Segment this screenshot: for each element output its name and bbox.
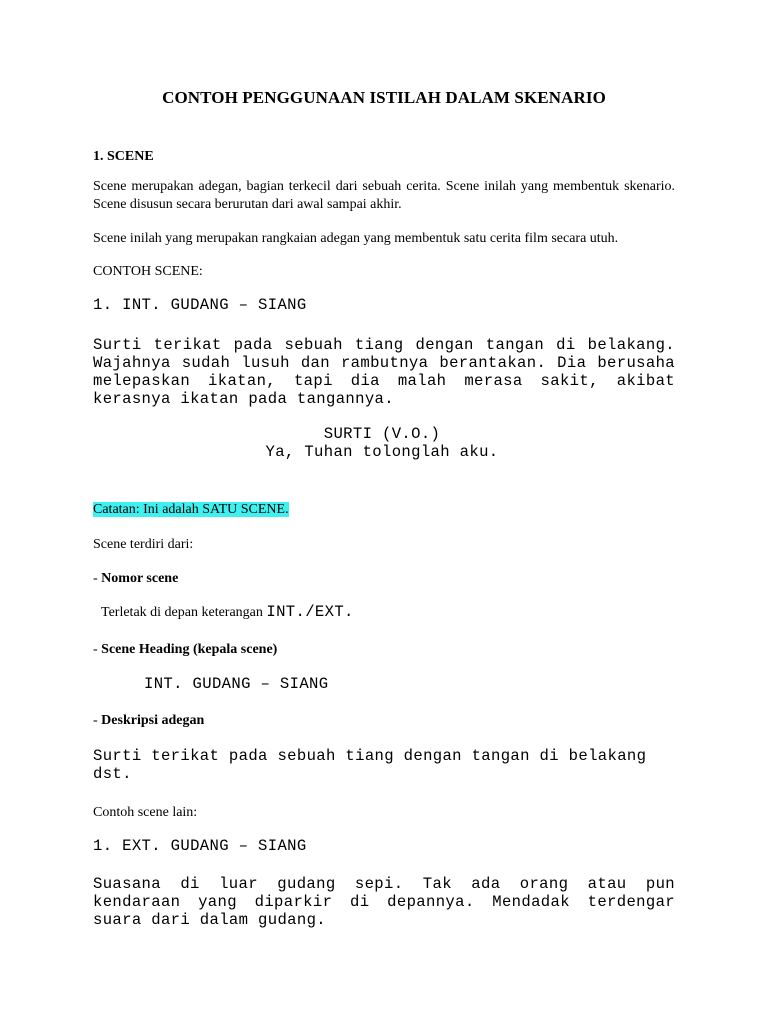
item-label-nomor-scene: Nomor scene (101, 571, 179, 586)
example1-action: Surti terikat pada sebuah tiang dengan tangan di belakang. Wajahnya sudah lusuh dan rambutnya berantakan. Dia berusaha melepaskan ikatan, tapi dia malah merasa sakit, akibat kerasnya ikatan pada tangannya. (93, 336, 675, 408)
contoh-scene-label: CONTOH SCENE: (93, 264, 203, 279)
item-label-scene-heading: Scene Heading (kepala scene) (101, 642, 278, 657)
nomor-desc-text: Terletak di depan keterangan (101, 605, 267, 620)
item-dash: - (93, 642, 102, 657)
section-heading-scene: 1. SCENE (93, 149, 154, 164)
item-label-deskripsi-adegan: Deskripsi adegan (101, 713, 205, 728)
example2-scene-heading: 1. EXT. GUDANG – SIANG (93, 837, 307, 855)
example1-character-name: SURTI (V.O.) (323, 425, 441, 443)
item-nomor-scene-desc (101, 603, 354, 622)
other-scene-label: Contoh scene lain: (93, 805, 198, 820)
example2-action: Suasana di luar gudang sepi. Tak ada orang atau pun kendaraan yang diparkir di depannya. Mendadak terdengar suara dari dalam gudang. (93, 875, 675, 929)
item-dash: - (93, 713, 102, 728)
document-title: CONTOH PENGGUNAAN ISTILAH DALAM SKENARIO (162, 88, 606, 107)
example1-dialogue: Ya, Tuhan tolonglah aku. (265, 443, 499, 461)
deskripsi-example-line2: dst. (93, 765, 132, 783)
deskripsi-example-line1: Surti terikat pada sebuah tiang dengan tangan di belakang (93, 747, 647, 765)
nomor-desc-mono: INT./EXT. (266, 603, 354, 621)
item-nomor-scene (93, 570, 178, 588)
example1-scene-heading: 1. INT. GUDANG – SIANG (93, 296, 307, 314)
item-deskripsi-adegan (93, 712, 204, 730)
note-line (93, 501, 289, 519)
paragraph-scene-definition: Scene merupakan adegan, bagian terkecil dari sebuah cerita. Scene inilah yang membentuk skenario. Scene disusun secara berurutan dari awal sampai akhir. (93, 179, 675, 212)
scene-heading-example: INT. GUDANG – SIANG (144, 675, 329, 693)
note-highlight: Catatan: Ini adalah SATU SCENE. (93, 502, 289, 517)
item-dash: - (93, 571, 102, 586)
scene-consists-label: Scene terdiri dari: (93, 537, 194, 552)
paragraph-scene-series: Scene inilah yang merupakan rangkaian adegan yang membentuk satu cerita film secara utuh. (93, 231, 619, 246)
item-scene-heading (93, 641, 277, 659)
